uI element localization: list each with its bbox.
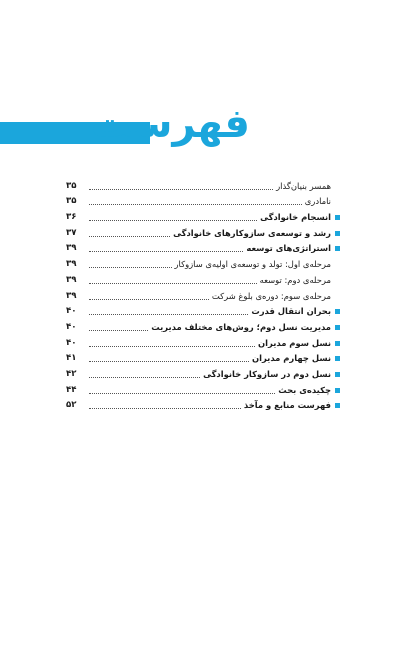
dot-leader [89, 314, 248, 315]
toc-entry [66, 207, 340, 223]
dot-leader [89, 299, 209, 300]
toc-entry-page-number: ۳۷ [66, 227, 77, 238]
toc-entry-page-number: ۴۰ [66, 321, 77, 332]
toc-entry [66, 302, 340, 318]
bullet-square-icon [335, 356, 340, 361]
toc-entry-label: مرحله‌ی سوم: دوره‌ی بلوغ شرکت [211, 290, 331, 301]
bullet-square-icon [335, 294, 340, 299]
dot-leader [89, 346, 255, 347]
dot-leader [89, 361, 249, 362]
bullet-square-icon [335, 184, 340, 189]
bullet-square-icon [335, 372, 340, 377]
toc-entry-page-number: ۴۴ [66, 384, 77, 395]
toc-entry [66, 364, 340, 380]
toc-entry [66, 286, 340, 302]
bullet-square-icon [335, 262, 340, 267]
dot-leader [89, 283, 257, 284]
toc-entry [66, 333, 340, 349]
dot-leader [89, 393, 275, 394]
toc-entry-label: چکیده‌ی بحث [278, 384, 331, 395]
toc-entry [66, 254, 340, 270]
bullet-square-icon [335, 309, 340, 314]
toc-entry-page-number: ۳۶ [66, 212, 77, 223]
toc-entry-label: مرحله‌ی اول: تولد و توسعه‌ی اولیه‌ی سازوکار [174, 259, 331, 270]
dot-leader [89, 220, 257, 221]
bullet-square-icon [335, 199, 340, 204]
dot-leader [89, 267, 172, 268]
toc-entry-label: بحران انتقال قدرت [251, 306, 331, 317]
bullet-square-icon [335, 388, 340, 393]
toc-entry-page-number: ۴۲ [66, 368, 77, 379]
toc-entry-label: مدیریت نسل دوم؛ روش‌های مختلف مدیریت [151, 321, 331, 332]
bullet-square-icon [335, 325, 340, 330]
toc-entry-label: انسجام خانوادگی [260, 212, 331, 223]
toc-entry-label: نسل دوم در سازوکار خانوادگی [203, 368, 331, 379]
toc-entry-page-number: ۴۱ [66, 353, 77, 364]
bullet-square-icon [335, 246, 340, 251]
toc-entry [66, 317, 340, 333]
page-title: فهرست [90, 101, 250, 147]
bullet-square-icon [335, 403, 340, 408]
toc-entry-label: استراتژی‌های توسعه [246, 243, 331, 254]
toc-entry-label: همسر بنیان‌گذار [276, 180, 331, 191]
toc-entry [66, 192, 340, 208]
toc-entry [66, 239, 340, 255]
bullet-square-icon [335, 278, 340, 283]
dot-leader [89, 189, 273, 190]
dot-leader [89, 204, 302, 205]
toc-entry-page-number: ۳۹ [66, 274, 77, 285]
dot-leader [89, 377, 200, 378]
toc-entry-label: نامادری [304, 196, 331, 207]
toc-entry-page-number: ۳۵ [66, 196, 77, 207]
toc-entry [66, 176, 340, 192]
bullet-square-icon [335, 341, 340, 346]
toc-entry-label: رشد و توسعه‌ی سازوکارهای خانوادگی [173, 227, 331, 238]
toc-entry [66, 380, 340, 396]
toc-entry-page-number: ۳۹ [66, 259, 77, 270]
toc-entry [66, 349, 340, 365]
toc-entry-page-number: ۵۲ [66, 400, 77, 411]
toc-entry-page-number: ۳۹ [66, 290, 77, 301]
toc-entry [66, 270, 340, 286]
table-of-contents [66, 176, 340, 411]
toc-entry-label: نسل چهارم مدیران [251, 353, 331, 364]
dot-leader [89, 251, 243, 252]
dot-leader [89, 330, 148, 331]
bullet-square-icon [335, 215, 340, 220]
bullet-square-icon [335, 231, 340, 236]
dot-leader [89, 408, 241, 409]
toc-entry-page-number: ۳۵ [66, 180, 77, 191]
toc-entry-label: فهرست منابع و مآخذ [243, 400, 331, 411]
toc-entry-page-number: ۴۰ [66, 306, 77, 317]
toc-entry-label: نسل سوم مدیران [258, 337, 331, 348]
toc-entry [66, 223, 340, 239]
toc-entry-label: مرحله‌ی دوم: توسعه [259, 274, 331, 285]
toc-entry-page-number: ۳۹ [66, 243, 77, 254]
toc-entry-page-number: ۴۰ [66, 337, 77, 348]
toc-entry [66, 396, 340, 412]
dot-leader [89, 236, 170, 237]
